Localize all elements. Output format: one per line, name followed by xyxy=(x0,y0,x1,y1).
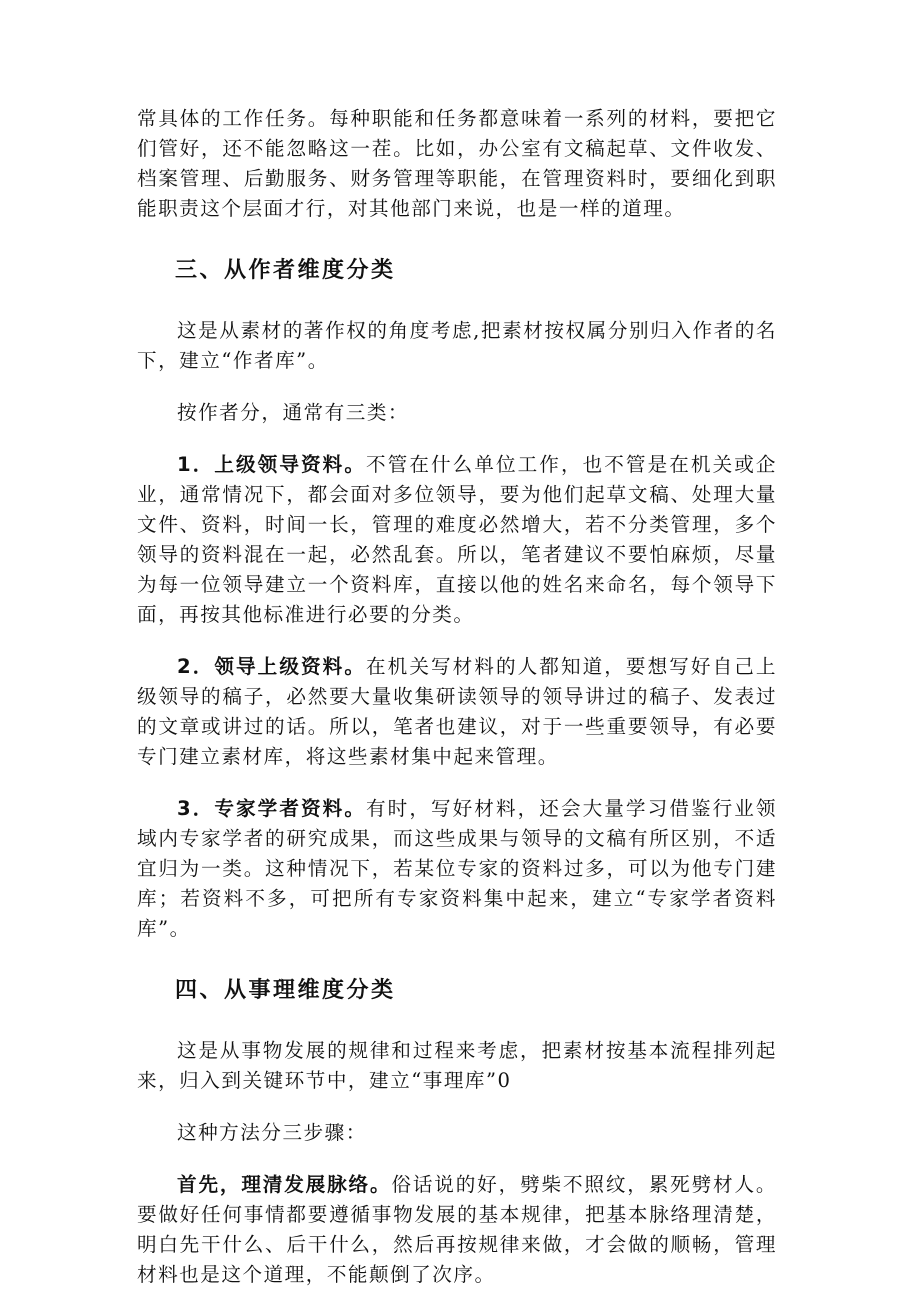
paragraph-author-types: 按作者分，通常有三类： xyxy=(177,401,410,424)
item-body-expert-scholar: 有时，写好材料，还会大量学习借鉴行业领域内专家学者的研究成果，而这些成果与领导的文稿有所区别，不适宜归为一类。这种情况下，若某位专家的资料过多，可以为他专门建库；若资料不多，可把所有专家资料集中起来，建立“专家学者资料库”。 xyxy=(137,797,777,940)
paragraph-leader-superior xyxy=(137,652,777,772)
item-lead-superior-leader: 1．上级领导资料。 xyxy=(177,453,366,476)
paragraph-author-intro: 这是从素材的著作权的角度考虑,把素材按权属分别归入作者的名下，建立“作者库”。 xyxy=(137,319,777,372)
item-body-first-step: 俗话说的好，劈柴不照纹，累死劈材人。要做好任何事情都要遵循事物发展的基本规律，把基本脉络理清楚，明白先干什么、后干什么，然后再按规律来做，才会做的顺畅，管理材料也是这个道理，不能颠倒了次序。 xyxy=(137,1173,778,1286)
item-body-leader-superior: 在机关写材料的人都知道，要想写好自己上级领导的稿子，必然要大量收集研读领导的领导讲过的稿子、发表过的文章或讲过的话。所以，笔者也建议，对于一些重要领导，有必要专门建立素材库，将这些素材集中起来管理。 xyxy=(137,655,777,768)
paragraph-logic-steps: 这种方法分三步骤： xyxy=(177,1121,367,1144)
paragraph-logic-intro: 这是从事物发展的规律和过程来考虑，把素材按基本流程排列起来，归入到关键环节中，建立“事理库”0 xyxy=(137,1039,777,1092)
item-lead-leader-superior: 2．领导上级资料。 xyxy=(177,655,366,678)
item-lead-expert-scholar: 3．专家学者资料。 xyxy=(177,797,366,820)
paragraph-continuation: 常具体的工作任务。每种职能和任务都意味着一系列的材料，要把它们管好，还不能忽略这一茬。比如，办公室有文稿起草、文件收发、档案管理、后勤服务、财务管理等职能，在管理资料时，要细化到职能职责这个层面才行，对其他部门来说，也是一样的道理。 xyxy=(137,107,777,220)
document-page xyxy=(137,104,777,1290)
section-heading-logic: 四、从事理维度分类 xyxy=(175,977,396,1003)
paragraph-superior-leader xyxy=(137,450,777,630)
item-lead-first-step: 首先，理清发展脉络。 xyxy=(177,1173,392,1196)
item-body-superior-leader: 不管在什么单位工作，也不管是在机关或企业，通常情况下，都会面对多位领导，要为他们起草文稿、处理大量文件、资料，时间一长，管理的难度必然增大，若不分类管理，多个领导的资料混在一起，必然乱套。所以，笔者建议不要怕麻烦，尽量为每一位领导建立一个资料库，直接以他的姓名来命名，每个领导下面，再按其他标准进行必要的分类。 xyxy=(137,453,777,626)
section-heading-author: 三、从作者维度分类 xyxy=(175,257,396,283)
paragraph-first-step xyxy=(137,1170,777,1290)
paragraph-expert-scholar xyxy=(137,794,777,944)
